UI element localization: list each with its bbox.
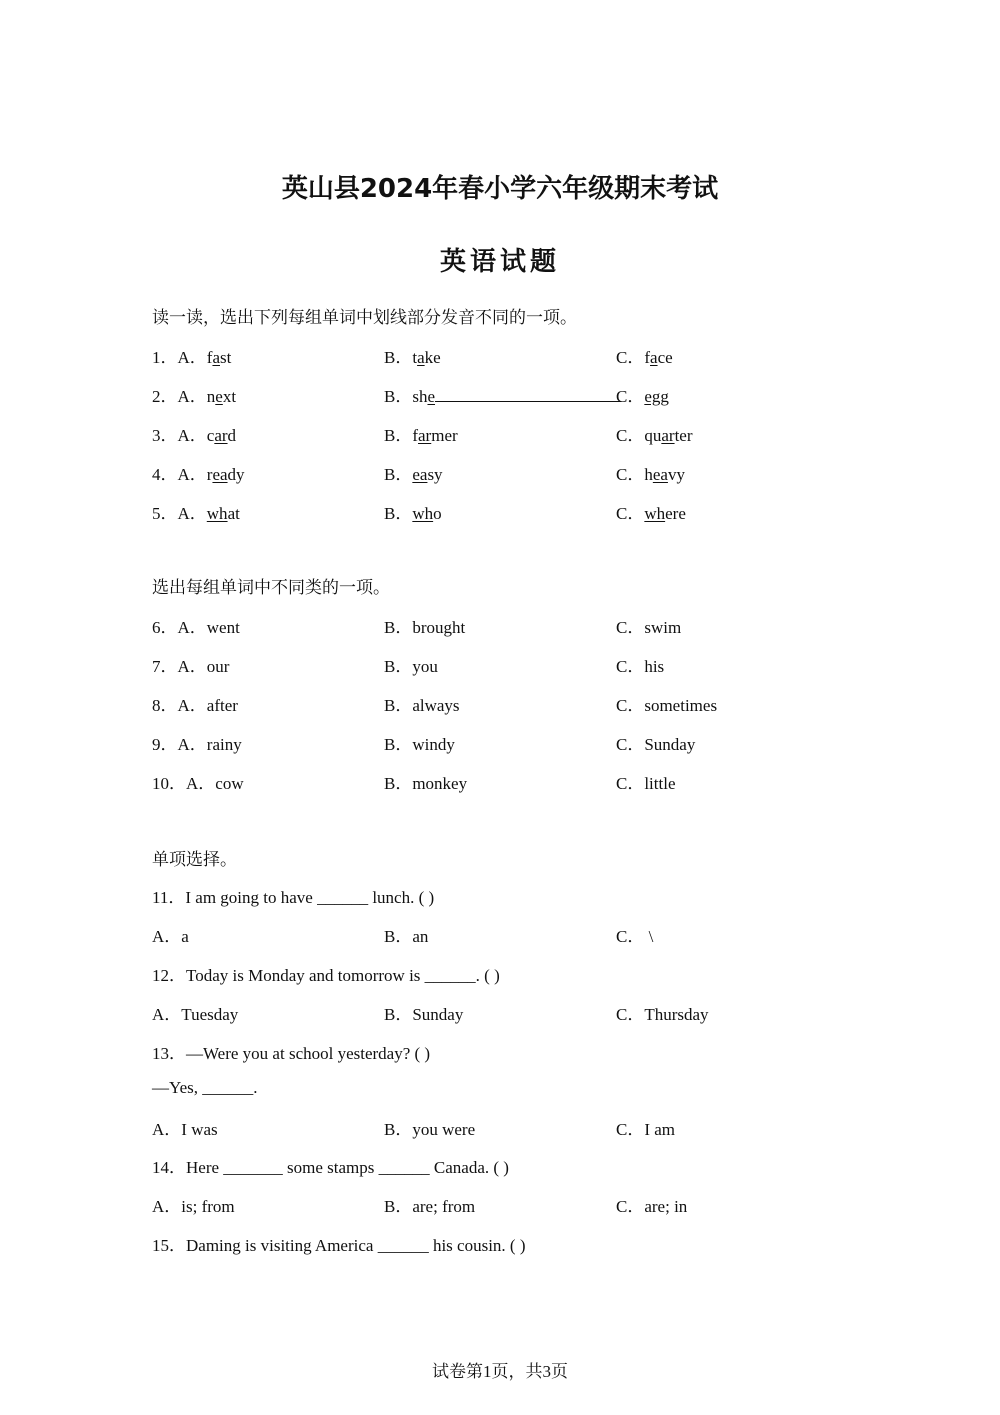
option-c: C．sometimes (616, 696, 718, 715)
option-c: C．Thursday (616, 1005, 709, 1024)
section-heading-pronunciation: 读一读，选出下列每组单词中划线部分发音不同的一项。 (152, 308, 577, 328)
option-b: B．take (384, 348, 441, 367)
option-b: B．windy (384, 735, 455, 754)
answer-blank-line (435, 387, 621, 402)
question-row (152, 460, 852, 484)
option-c: C．his (616, 657, 665, 676)
option-a: A．I was (152, 1120, 218, 1139)
option-a: 10．A．cow (152, 774, 244, 793)
option-b: B．are; from (384, 1197, 476, 1216)
section-heading-single-choice: 单项选择。 (152, 850, 237, 870)
question-stem-13: 13．—Were you at school yesterday? ( ) (152, 1044, 431, 1063)
options-row-12 (152, 1000, 852, 1024)
option-a: A．Tuesday (152, 1005, 239, 1024)
option-b: B．farmer (384, 426, 458, 445)
option-c: C．Sunday (616, 735, 696, 754)
option-b: B．Sunday (384, 1005, 464, 1024)
options-row-14 (152, 1192, 852, 1216)
page-footer: 试卷第1页，共3页 (432, 1362, 568, 1381)
option-c: C．I am (616, 1120, 676, 1139)
option-b: B．always (384, 696, 460, 715)
option-b: B．she (384, 382, 621, 407)
question-row (152, 691, 852, 715)
question-row (152, 343, 852, 367)
option-b: B．brought (384, 618, 466, 637)
options-row-11 (152, 922, 852, 946)
question-stem-13-reply: —Yes, ______. (152, 1078, 258, 1097)
question-row (152, 652, 852, 676)
question-stem-11: 11．I am going to have ______ lunch. ( ) (152, 888, 435, 907)
question-row (152, 769, 852, 793)
question-row (152, 421, 852, 445)
options-row-13 (152, 1115, 852, 1139)
option-c: C． \ (616, 927, 654, 946)
option-a: 1．A．fast (152, 348, 232, 367)
option-a: 5．A．what (152, 504, 240, 523)
option-c: C．where (616, 504, 686, 523)
option-c: C．are; in (616, 1197, 688, 1216)
option-c: C．little (616, 774, 676, 793)
question-stem-15: 15．Daming is visiting America ______ his cousin. ( ) (152, 1236, 526, 1255)
option-c: C．egg (616, 387, 669, 406)
question-row (152, 730, 852, 754)
option-a: 7．A．our (152, 657, 230, 676)
option-c: C．heavy (616, 465, 685, 484)
option-b: B．an (384, 927, 429, 946)
question-row (152, 613, 852, 637)
option-a: 6．A．went (152, 618, 240, 637)
option-a: A．is; from (152, 1197, 235, 1216)
option-b: B．monkey (384, 774, 468, 793)
option-a: 8．A．after (152, 696, 238, 715)
option-b: B．you (384, 657, 438, 676)
question-row (152, 382, 852, 406)
option-a: 2．A．next (152, 387, 237, 406)
option-c: C．swim (616, 618, 682, 637)
section-heading-classification: 选出每组单词中不同类的一项。 (152, 578, 390, 598)
exam-title: 英山县2024年春小学六年级期末考试 (281, 174, 719, 204)
question-stem-12: 12．Today is Monday and tomorrow is ______. ( ) (152, 966, 500, 985)
question-stem-14: 14．Here _______ some stamps ______ Canada. ( ) (152, 1158, 509, 1177)
option-b: B．you were (384, 1120, 476, 1139)
option-a: 4．A．ready (152, 465, 245, 484)
option-a: A．a (152, 927, 189, 946)
question-row (152, 499, 852, 523)
option-a: 3．A．card (152, 426, 237, 445)
exam-subtitle: 英语试题 (439, 247, 560, 277)
option-b: B．easy (384, 465, 443, 484)
option-c: C．face (616, 348, 673, 367)
option-b: B．who (384, 504, 442, 523)
option-a: 9．A．rainy (152, 735, 242, 754)
option-c: C．quarter (616, 426, 693, 445)
